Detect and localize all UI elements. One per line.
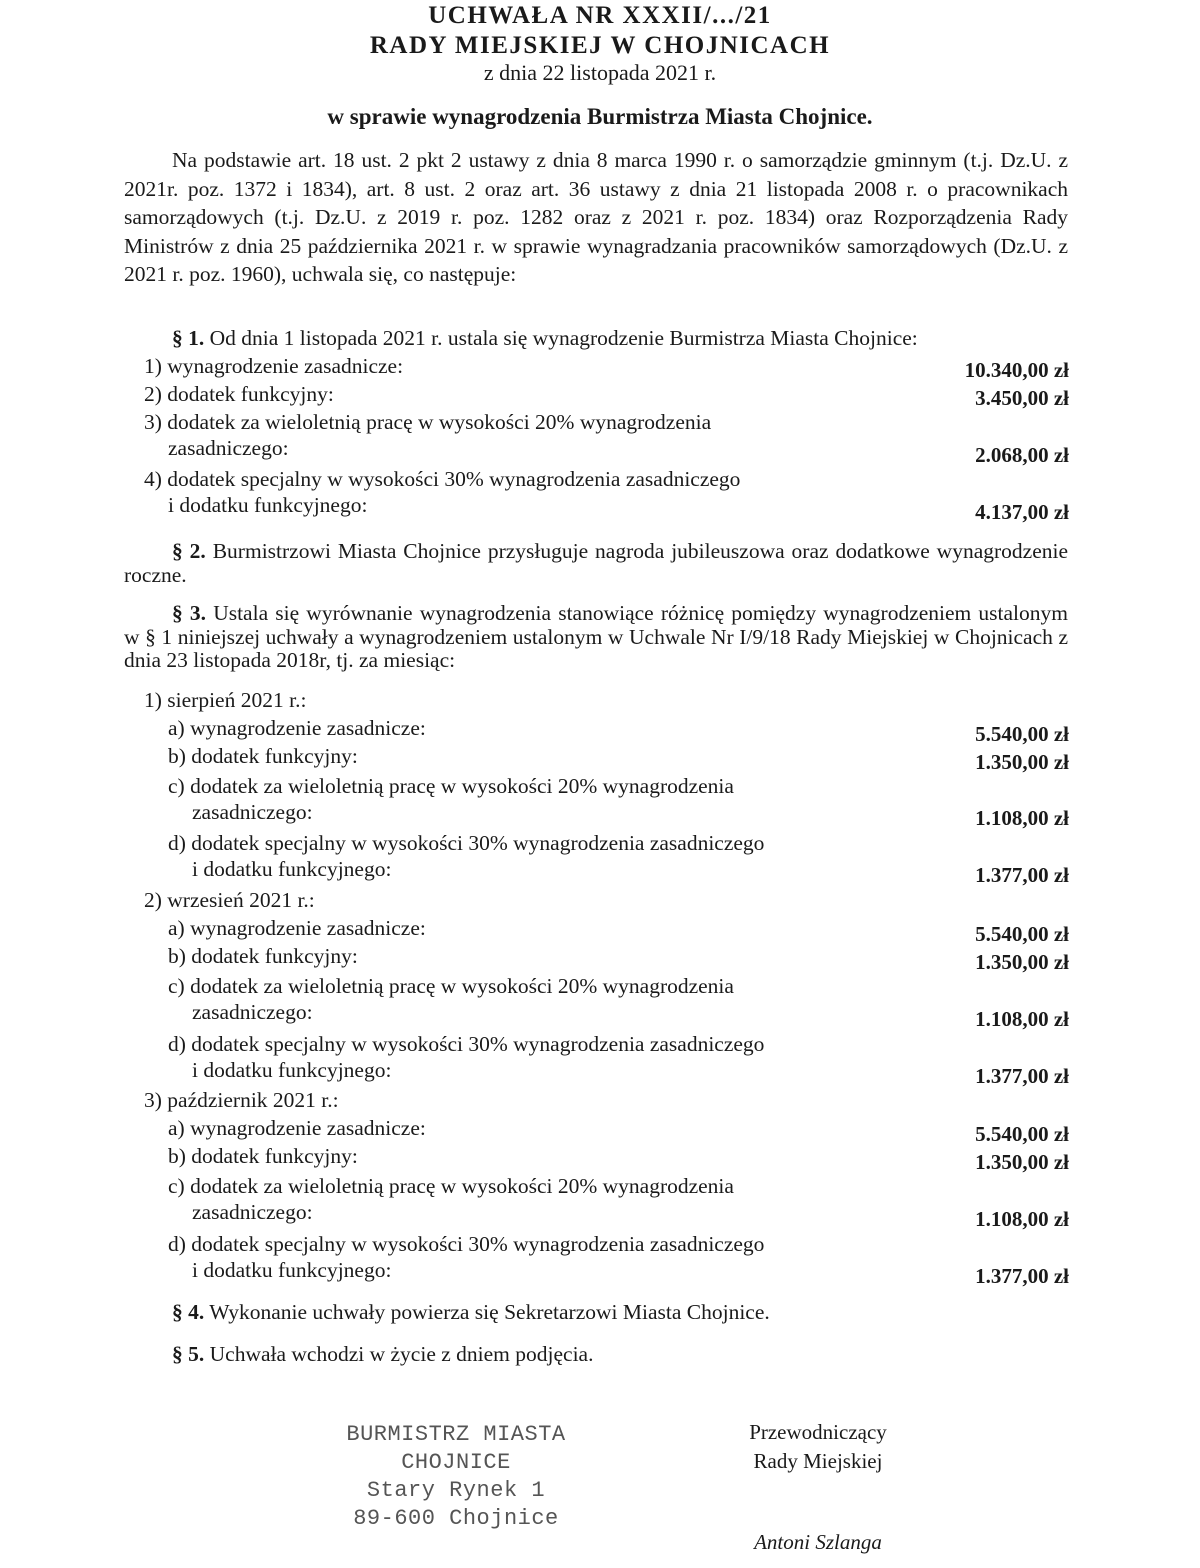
m1-item-b-amount: 1.350,00 zł — [975, 750, 1069, 774]
s1-item-4-amount: 4.137,00 zł — [975, 500, 1069, 524]
m1-item-a-label: a) wynagrodzenie zasadnicze: — [168, 716, 426, 740]
month-1-label: 1) sierpień 2021 r.: — [144, 688, 307, 712]
section-4-text: Wykonanie uchwały powierza się Sekretarzowi Miasta Chojnice. — [209, 1300, 770, 1324]
chairman-title-line1: Przewodniczący — [749, 1420, 887, 1444]
m3-item-a-label: a) wynagrodzenie zasadnicze: — [168, 1116, 426, 1140]
resolution-subject: w sprawie wynagrodzenia Burmistrza Miasta Chojnice. — [327, 104, 873, 129]
resolution-title: UCHWAŁA NR XXXII/.../21 — [428, 2, 772, 29]
m1-item-c-label: c) dodatek za wieloletnią pracę w wysokości 20% wynagrodzenia — [168, 774, 734, 798]
section-1-intro — [172, 326, 918, 351]
legal-basis-preamble: Na podstawie art. 18 ust. 2 pkt 2 ustawy z dnia 8 marca 1990 r. o samorządzie gminnym (t.j. Dz.U. z 2021r. poz. 1372 i 1834), art. 8 ust. 2 oraz art. 36 ustawy z dnia 21 listopada 2008 r. o pracownikach samorządowych (t.j. Dz.U. z 2019 r. poz. 1282 oraz z 2021 r. poz. 1834) oraz Rozporządzenia Rady Ministrów z dnia 25 października 2021 r. w sprawie wynagradzania pracowników samorządowych (Dz.U. z 2021 r. poz. 1960), uchwala się, co następuje: — [124, 148, 1068, 286]
m2-item-a-amount: 5.540,00 zł — [975, 922, 1069, 946]
s1-item-3-amount: 2.068,00 zł — [975, 443, 1069, 467]
s1-item-2-label: 2) dodatek funkcyjny: — [144, 382, 334, 406]
s1-item-1-label: 1) wynagrodzenie zasadnicze: — [144, 354, 404, 378]
mayor-stamp-line1: BURMISTRZ MIASTA — [346, 1422, 566, 1447]
m2-item-d-amount: 1.377,00 zł — [975, 1064, 1069, 1088]
m2-item-d-label: d) dodatek specjalny w wysokości 30% wynagrodzenia zasadniczego — [168, 1032, 765, 1056]
m2-item-d-cont: i dodatku funkcyjnego: — [192, 1058, 392, 1082]
section-2-number: § 2. — [172, 539, 206, 563]
section-1-text: Od dnia 1 listopada 2021 r. ustala się wynagrodzenie Burmistrza Miasta Chojnice: — [209, 326, 918, 350]
m2-item-a-label: a) wynagrodzenie zasadnicze: — [168, 916, 426, 940]
m3-item-d-amount: 1.377,00 zł — [975, 1264, 1069, 1288]
m3-item-d-label: d) dodatek specjalny w wysokości 30% wynagrodzenia zasadniczego — [168, 1232, 765, 1256]
m1-item-b-label: b) dodatek funkcyjny: — [168, 744, 358, 768]
s1-item-3-cont: zasadniczego: — [168, 436, 289, 460]
month-2-label: 2) wrzesień 2021 r.: — [144, 888, 315, 912]
chairman-title-line2: Rady Miejskiej — [753, 1449, 883, 1473]
m2-item-c-label: c) dodatek za wieloletnią pracę w wysokości 20% wynagrodzenia — [168, 974, 734, 998]
section-5-number: § 5. — [172, 1342, 205, 1366]
m3-item-c-amount: 1.108,00 zł — [975, 1207, 1069, 1231]
month-3-label: 3) październik 2021 r.: — [144, 1088, 339, 1112]
section-2 — [124, 540, 1068, 587]
section-3 — [124, 602, 1068, 673]
m3-item-d-cont: i dodatku funkcyjnego: — [192, 1258, 392, 1282]
s1-item-4-label: 4) dodatek specjalny w wysokości 30% wynagrodzenia zasadniczego — [144, 467, 741, 491]
m2-item-b-amount: 1.350,00 zł — [975, 950, 1069, 974]
m3-item-c-cont: zasadniczego: — [192, 1200, 313, 1224]
m1-item-d-cont: i dodatku funkcyjnego: — [192, 857, 392, 881]
section-1-number: § 1. — [172, 326, 205, 350]
m2-item-b-label: b) dodatek funkcyjny: — [168, 944, 358, 968]
council-name: RADY MIEJSKIEJ W CHOJNICACH — [369, 32, 831, 59]
m1-item-a-amount: 5.540,00 zł — [975, 722, 1069, 746]
m3-item-b-amount: 1.350,00 zł — [975, 1150, 1069, 1174]
m3-item-c-label: c) dodatek za wieloletnią pracę w wysokości 20% wynagrodzenia — [168, 1174, 734, 1198]
section-5-text: Uchwała wchodzi w życie z dniem podjęcia. — [209, 1342, 594, 1366]
s1-item-1-amount: 10.340,00 zł — [964, 358, 1069, 382]
mayor-stamp-line3: Stary Rynek 1 — [366, 1478, 546, 1503]
section-5 — [172, 1342, 593, 1367]
s1-item-3-label: 3) dodatek za wieloletnią pracę w wysokości 20% wynagrodzenia — [144, 410, 712, 434]
chairman-name: Antoni Szlanga — [754, 1530, 882, 1554]
m3-item-a-amount: 5.540,00 zł — [975, 1122, 1069, 1146]
section-2-text: Burmistrzowi Miasta Chojnice przysługuje nagroda jubileuszowa oraz dodatkowe wynagrodzenie roczne. — [124, 539, 1069, 587]
m1-item-c-amount: 1.108,00 zł — [975, 806, 1069, 830]
section-4 — [172, 1300, 770, 1325]
m1-item-d-label: d) dodatek specjalny w wysokości 30% wynagrodzenia zasadniczego — [168, 831, 765, 855]
m1-item-c-cont: zasadniczego: — [192, 800, 313, 824]
section-4-number: § 4. — [172, 1300, 205, 1324]
section-3-text: Ustala się wyrównanie wynagrodzenia stanowiące różnicę pomiędzy wynagrodzeniem ustalonym w § 1 niniejszej uchwały a wynagrodzeniem ustalonym w Uchwale Nr I/9/18 Rady Miejskiej w Chojnicach z dnia 23 listopada 2018r, tj. za miesiąc: — [124, 601, 1068, 672]
s1-item-4-cont: i dodatku funkcyjnego: — [168, 493, 368, 517]
resolution-date: z dnia 22 listopada 2021 r. — [483, 60, 717, 85]
mayor-stamp-line2: CHOJNICE — [401, 1450, 511, 1475]
m3-item-b-label: b) dodatek funkcyjny: — [168, 1144, 358, 1168]
mayor-stamp-line4: 89-600 Chojnice — [353, 1506, 559, 1531]
m2-item-c-amount: 1.108,00 zł — [975, 1007, 1069, 1031]
s1-item-2-amount: 3.450,00 zł — [975, 386, 1069, 410]
m2-item-c-cont: zasadniczego: — [192, 1000, 313, 1024]
m1-item-d-amount: 1.377,00 zł — [975, 863, 1069, 887]
section-3-number: § 3. — [172, 601, 207, 625]
